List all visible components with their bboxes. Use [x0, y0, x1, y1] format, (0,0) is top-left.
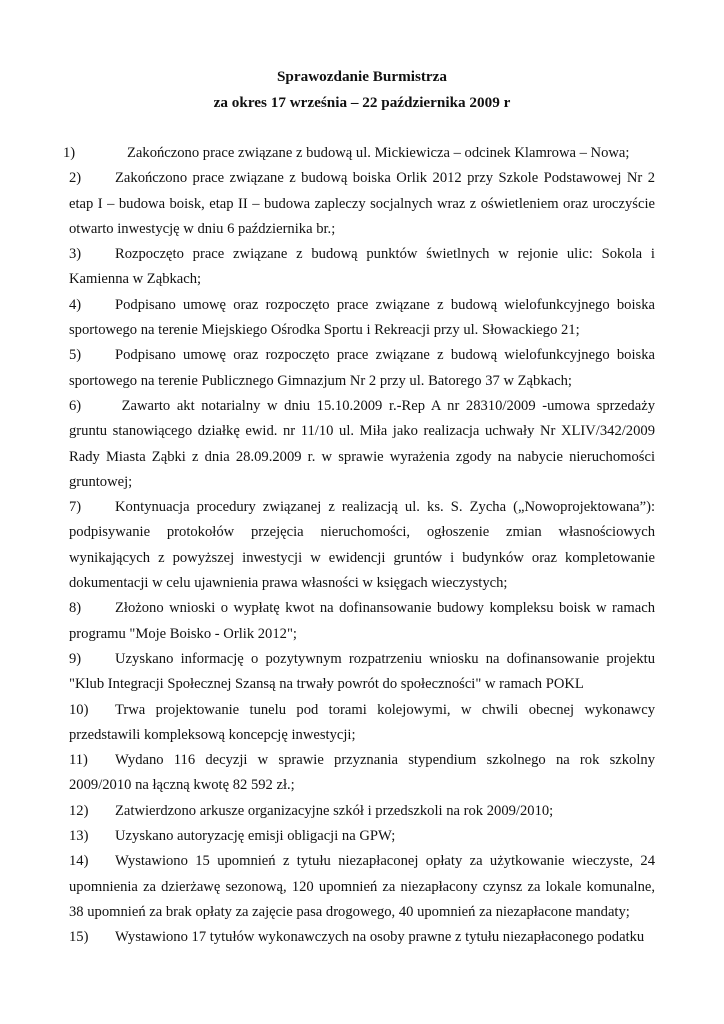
- item-text: Zatwierdzono arkusze organizacyjne szkół i przedszkoli na rok 2009/2010;: [115, 802, 554, 819]
- item-text: Zakończono prace związane z budową ul. Mickiewicza – odcinek Klamrowa – Nowa;: [127, 145, 630, 161]
- item-text: Kontynuacja procedury związanej z realizacją ul. ks. S. Zycha („Nowoprojektowana”): podpisywanie protokołów przejęcia nieruchomości, ogłoszenie zmian własnościowych wynikających z powyższej inwestycji w ewidencji gruntów i budynków oraz kompletowanie dokumentacji w celu ujawnienia prawa własności w księgach wieczystych;: [69, 499, 655, 592]
- list-item: [63, 141, 655, 166]
- item-number: 13): [69, 828, 89, 845]
- item-number: 12): [69, 802, 89, 819]
- list-item: [69, 647, 655, 698]
- item-text: Podpisano umowę oraz rozpoczęto prace związane z budową wielofunkcyjnego boiska sportowego na terenie Publicznego Gimnazjum Nr 2 przy ul. Batorego 37 w Ząbkach;: [69, 347, 655, 389]
- item-text: Wystawiono 17 tytułów wykonawczych na osoby prawne z tytułu niezapłaconego podatku: [115, 929, 645, 946]
- item-number: 4): [69, 296, 82, 313]
- list-item: [69, 293, 655, 344]
- list-item: [69, 495, 655, 596]
- item-number: 15): [69, 929, 89, 946]
- title-block: [0, 64, 724, 116]
- item-number: 7): [69, 499, 82, 516]
- list-item: [69, 824, 655, 849]
- document-title: Sprawozdanie Burmistrza: [276, 68, 447, 85]
- item-number: 14): [69, 853, 89, 870]
- item-text: Wystawiono 15 upomnień z tytułu niezapłaconej opłaty za użytkowanie wieczyste, 24 upomnienia za dzierżawę sezonową, 120 upomnień za niezapłacony czynsz za lokale komunalne, 38 upomnień za brak opłaty za zajęcie pasa drogowego, 40 upomnień za niezapłacone mandaty;: [69, 853, 655, 920]
- item-number: 1): [63, 145, 76, 161]
- list-item: [69, 748, 655, 799]
- list-item: [69, 698, 655, 749]
- item-text: Zawarto akt notarialny w dniu 15.10.2009 r.-Rep A nr 28310/2009 -umowa sprzedaży gruntu stanowiącego działkę ewid. nr 11/10 ul. Miła jako realizacja uchwały Nr XLIV/342/2009 Rady Miasta Ząbki z dnia 28.09.2009 r. w sprawie wyrażenia zgody na nabycie nieruchomości gruntowej;: [69, 397, 655, 490]
- list-item: [69, 166, 655, 242]
- list-item: [69, 394, 655, 495]
- item-number: 6): [69, 397, 82, 414]
- item-text: Wydano 116 decyzji w sprawie przyznania stypendium szkolnego na rok szkolny 2009/2010 na łączną kwotę 82 592 zł.;: [69, 752, 655, 794]
- item-number: 5): [69, 347, 82, 364]
- item-text: Zakończono prace związane z budową boiska Orlik 2012 przy Szkole Podstawowej Nr 2 etap I – budowa boisk, etap II – budowa zapleczy socjalnych wraz z oświetleniem oraz uroczyście otwarto inwestycję w dniu 6 października br.;: [69, 170, 655, 237]
- item-text: Uzyskano informację o pozytywnym rozpatrzeniu wniosku na dofinansowanie projektu "Klub Integracji Społecznej Szansą na trwały powrót do społeczności" w ramach POKL: [69, 650, 655, 693]
- item-text: Podpisano umowę oraz rozpoczęto prace związane z budową wielofunkcyjnego boiska sportowego na terenie Miejskiego Ośrodka Sportu i Rekreacji przy ul. Słowackiego 21;: [69, 296, 655, 339]
- item-text: Uzyskano autoryzację emisji obligacji na GPW;: [115, 828, 396, 845]
- item-number: 9): [69, 650, 82, 667]
- item-text: Złożono wnioski o wypłatę kwot na dofinansowanie budowy kompleksu boisk w ramach programu "Moje Boisko - Orlik 2012";: [69, 600, 655, 642]
- item-text: Trwa projektowanie tunelu pod torami kolejowymi, w chwili obecnej wykonawcy przedstawili kompleksową koncepcję inwestycji;: [69, 701, 655, 743]
- list-item: [69, 799, 655, 824]
- item-number: 3): [69, 246, 82, 263]
- item-number: 11): [69, 752, 88, 769]
- item-number: 2): [69, 170, 82, 187]
- item-number: 10): [69, 701, 89, 718]
- list-item: [69, 849, 655, 925]
- item-number: 8): [69, 600, 82, 617]
- document-subtitle: za okres 17 września – 22 października 2009 r: [213, 94, 511, 111]
- list-item: [69, 343, 655, 394]
- list-item: [69, 596, 655, 647]
- list-item: [69, 242, 655, 293]
- list-item: [69, 925, 655, 950]
- item-text: Rozpoczęto prace związane z budową punktów świetlnych w rejonie ulic: Sokola i Kamienna w Ząbkach;: [69, 246, 655, 288]
- report-items-list: [63, 141, 655, 951]
